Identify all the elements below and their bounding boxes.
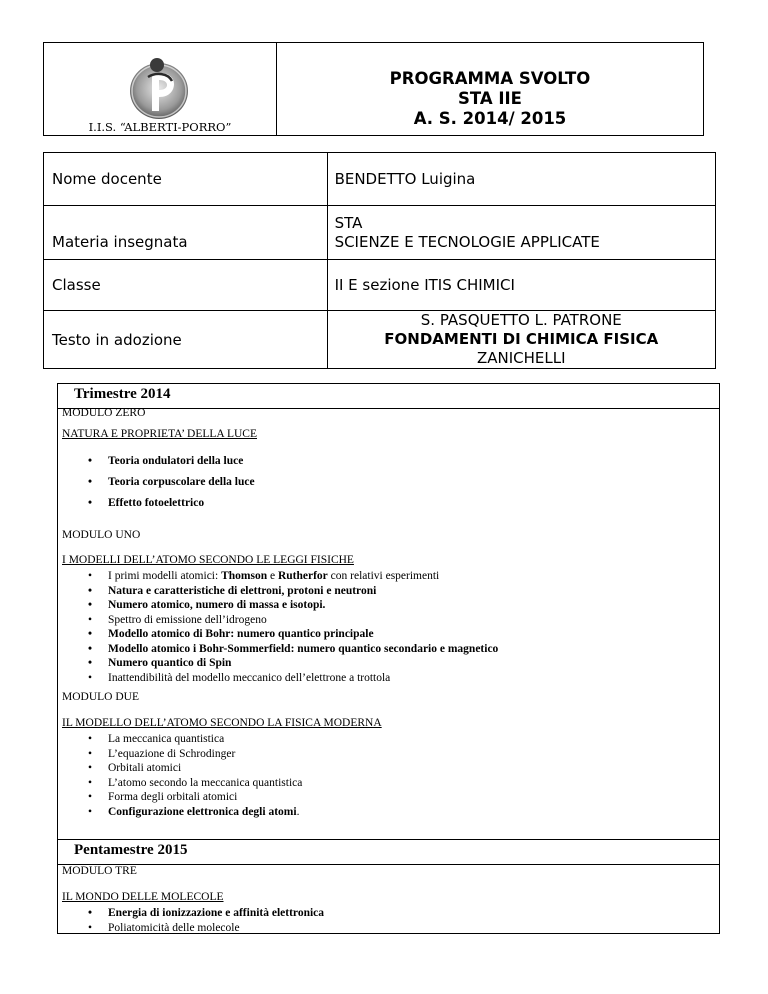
list-item: • Numero atomico, numero di massa e isotopi.: [88, 598, 498, 613]
materia-value-line1: STA: [334, 213, 363, 232]
list-item: • L’equazione di Schrodinger: [88, 747, 302, 762]
list-item: • Modello atomico i Bohr-Sommerfield: numero quantico secondario e magnetico: [88, 642, 498, 657]
list-item: • Spettro di emissione dell’idrogeno: [88, 613, 498, 628]
testo-authors: S. PASQUETTO L. PATRONE: [420, 311, 622, 329]
docente-label: Nome docente: [44, 153, 328, 206]
info-row-testo: [44, 311, 716, 369]
info-row-materia: [44, 206, 716, 260]
item-text: I primi modelli atomici:: [108, 570, 222, 582]
item-text: Configurazione elettronica degli atomi: [108, 805, 297, 818]
list-item: [88, 569, 498, 584]
modulo-zero-label: MODULO ZERO: [62, 407, 146, 419]
classe-label: Classe: [44, 260, 328, 311]
modulo-zero-list: [88, 451, 255, 514]
pentamestre-title: Pentamestre 2015: [74, 842, 188, 858]
info-row-docente: [44, 153, 716, 206]
title-line-1: PROGRAMMA SVOLTO: [389, 69, 591, 88]
school-logo: [128, 55, 190, 121]
document-title: [277, 69, 703, 129]
modulo-tre-list: [88, 906, 324, 935]
docente-value: BENDETTO Luigina: [327, 153, 715, 206]
list-item: • Numero quantico di Spin: [88, 656, 498, 671]
item-text: con relativi esperimenti: [327, 570, 440, 582]
item-text: e: [267, 570, 278, 582]
list-item: [88, 805, 302, 820]
list-item: • Teoria ondulatori della luce: [88, 451, 255, 472]
materia-value-line2: SCIENZE E TECNOLOGIE APPLICATE: [334, 232, 600, 251]
list-item: • La meccanica quantistica: [88, 732, 302, 747]
list-item: • Energia di ionizzazione e affinità elettronica: [88, 906, 324, 921]
list-item: • Effetto fotoelettrico: [88, 493, 255, 514]
info-row-classe: [44, 260, 716, 311]
title-line-2: STA IIE: [458, 89, 522, 108]
modulo-uno-list: [88, 569, 498, 685]
header-box: [43, 42, 704, 136]
list-item: • Forma degli orbitali atomici: [88, 790, 302, 805]
modulo-due-label: MODULO DUE: [62, 691, 139, 703]
list-item: • Poliatomicità delle molecole: [88, 921, 324, 936]
modulo-due-list: [88, 732, 302, 819]
modulo-due-title: IL MODELLO DELL’ATOMO SECONDO LA FISICA MODERNA: [62, 717, 382, 729]
modulo-zero-title: NATURA E PROPRIETA’ DELLA LUCE: [62, 428, 258, 440]
item-suffix: .: [296, 805, 300, 818]
title-line-3: A. S. 2014/ 2015: [413, 109, 567, 128]
classe-value: II E sezione ITIS CHIMICI: [327, 260, 715, 311]
rutherfor: Rutherfor: [277, 570, 328, 582]
list-item: • L’atomo secondo la meccanica quantistica: [88, 776, 302, 791]
testo-title: FONDAMENTI DI CHIMICA FISICA: [384, 330, 659, 348]
list-item: • Orbitali atomici: [88, 761, 302, 776]
school-name: I.I.S. “ALBERTI-PORRO”: [88, 120, 232, 134]
materia-label: Materia insegnata: [44, 206, 328, 260]
modulo-uno-label: MODULO UNO: [62, 529, 141, 541]
list-item: • Teoria corpuscolare della luce: [88, 472, 255, 493]
info-table: [43, 152, 716, 369]
pentamestre-header: [58, 840, 719, 865]
list-item: • Modello atomico di Bohr: numero quantico principale: [88, 627, 498, 642]
thomson: Thomson: [221, 570, 268, 582]
trimestre-header: [58, 384, 719, 409]
modulo-uno-title: I MODELLI DELL’ATOMO SECONDO LE LEGGI FISICHE: [62, 554, 354, 566]
trimestre-title: Trimestre 2014: [74, 386, 171, 402]
modulo-tre-label: MODULO TRE: [62, 865, 137, 877]
testo-value: [327, 311, 715, 369]
testo-publisher: ZANICHELLI: [477, 349, 566, 367]
testo-label: Testo in adozione: [44, 311, 328, 369]
list-item: • Inattendibilità del modello meccanico dell’elettrone a trottola: [88, 671, 498, 686]
program-box: [57, 383, 720, 934]
list-item: • Natura e caratteristiche di elettroni, protoni e neutroni: [88, 584, 498, 599]
materia-value: [327, 206, 715, 260]
modulo-tre-title: IL MONDO DELLE MOLECOLE: [62, 891, 224, 903]
